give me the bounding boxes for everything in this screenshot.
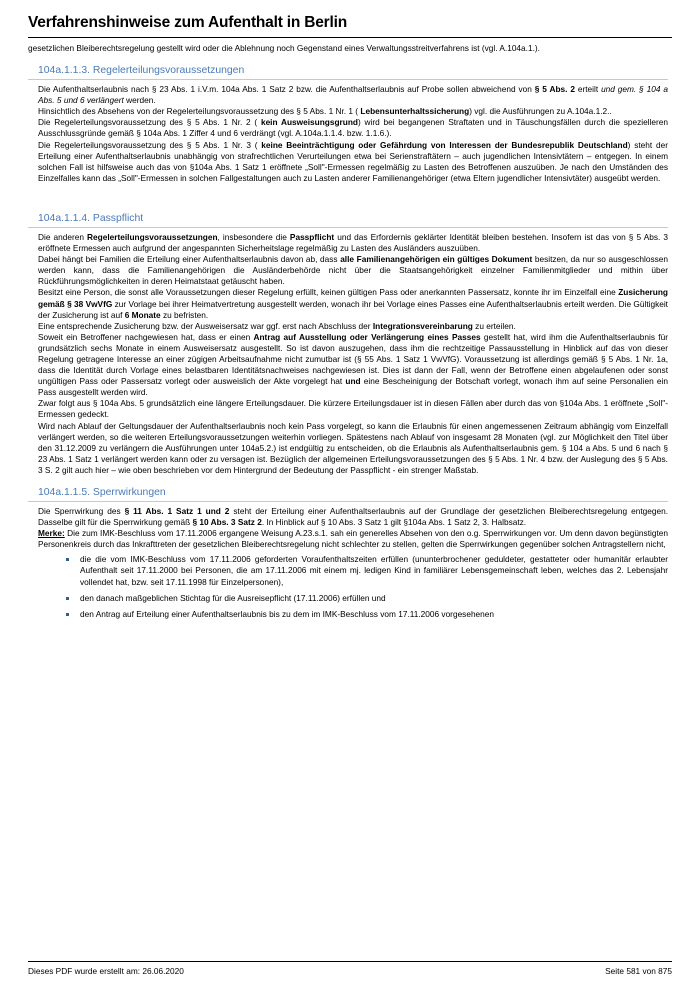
section-heading-passpflicht: 104a.1.1.4. Passpflicht — [38, 212, 144, 224]
page-title: Verfahrenshinweise zum Aufenthalt in Berlin — [28, 14, 347, 31]
section-body-passpflicht — [28, 232, 668, 476]
paragraph: Die Regelerteilungsvoraussetzung des § 5 Abs. 1 Nr. 3 ( keine Beeinträchtigung oder Gefährdung von Interessen der Bundesrepublik Deutschland) steht der Erteilung einer Aufenthaltserlaubnis unabhängig von strafrechtlichen Verurteilungen etwa bei Serienstraftätern – auch jugendlichen Intensivtätern – entgegen. In einem solchen Fall ist hilfsweise auch das von §104a Abs. 1 Satz 1 eröffnete „Soll"-Ermessen regelmäßig zu Lasten des Betroffenen auszuüben. Je nach den Umständen des Einzelfalles kann das „Soll"-Ermessen in solchen Fallgestaltungen auch zu Lasten anderer Familienangehöriger (etwa Eltern jugendlicher Intensivtäter) ausgeübt werden. — [38, 139, 668, 183]
paragraph: Soweit ein Betroffener nachgewiesen hat, dass er einen Antrag auf Ausstellung oder Verlängerung eines Passes gestellt hat, wird ihm die Aufenthaltserlaubnis für grundsätzlich sechs Monate in einem Ausweisersatz ausgestellt. So ist davon auszugehen, dass ihm die rechtzeitige Passausstellung in Hinblick auf das von dieser Regelung getragene Interesse an einer zügigen Arbeitsaufnahme nicht zumutbar ist (§ 55 Abs. 1 Satz 1 VwVfG). Voraussetzung ist allerdings gemäß § 5 Abs. 1 Nr. 1a, dass die Identität durch Vorlage eines belastbaren Identitätsnachweises nachgewiesen ist. Dies ist dann der Fall, wenn der Betroffene einen abgelaufenen oder sonst ungültigen Pass oder Passersatz vorlegt oder ausweislich der Akte vorgelegt hat und eine Bescheinigung der Botschaft vorlegt, wonach ihm auf seine Personalien ein Pass ausgestellt werden wird. — [38, 331, 668, 398]
paragraph: Die anderen Regelerteilungsvoraussetzungen, insbesondere die Passpflicht und das Erfordernis geklärter Identität bleiben bestehen. Insofern ist das von § 5 Abs. 3 eröffnete Ermessen auch aufgrund der angespannten Sicherheitslage regelmäßig zu Lasten des Ausländers auszuüben. — [38, 231, 668, 254]
bullet-list — [38, 554, 668, 619]
paragraph: Merke: Die zum IMK-Beschluss vom 17.11.2006 ergangene Weisung A.23.s.1. sah ein generelles Absehen von den o.g. Sperrwirkungen vor. Um denn davon begünstigten Personenkreis durch das Inkrafttreten der gesetzlichen Bleiberechtsregelung nicht schlechter zu stellen, gelten die Sperrwirkungen gegenüber solchen Antragstellern nicht, — [38, 528, 668, 550]
page-footer — [28, 961, 672, 976]
footer-page-number: Seite 581 von 875 — [605, 966, 672, 976]
paragraph: Hinsichtlich des Absehens von der Regelerteilungsvoraussetzung des § 5 Abs. 1 Nr. 1 ( Lebensunterhaltssicherung) vgl. die Ausführungen zu A.104a.1.2.. — [38, 106, 612, 117]
footer-created-date: Dieses PDF wurde erstellt am: 26.06.2020 — [28, 966, 184, 976]
section-heading-regelerteilungsvoraussetzungen: 104a.1.1.3. Regelerteilungsvoraussetzungen — [38, 65, 245, 77]
paragraph: Die Sperrwirkung des § 11 Abs. 1 Satz 1 und 2 steht der Erteilung einer Aufenthaltserlaubnis auf der Grundlage der gesetzlichen Bleiberechtsregelung entgegen. Dasselbe gilt für die Sperrwirkung gemäß § 10 Abs. 3 Satz 2. In Hinblick auf § 10 Abs. 3 Satz 1 gilt §104a Abs. 1 Satz 2, 3. Halbsatz. — [38, 506, 669, 528]
list-item: den Antrag auf Erteilung einer Aufenthaltserlaubnis bis zu dem im IMK-Beschluss vom 17.11.2006 vorgesehenen — [72, 609, 668, 620]
section-divider — [28, 501, 668, 502]
section-heading-sperrwirkungen: 104a.1.1.5. Sperrwirkungen — [38, 487, 166, 498]
paragraph: Besitzt eine Person, die sonst alle Voraussetzungen dieser Regelung erfüllt, keinen gültigen Pass oder anerkannten Passersatz, konnte ihr im Einzelfall eine Zusicherung gemäß § 38 VwVfG zur Vorlage bei ihrer Heimatvertretung ausgestellt werden, wonach ihr bei Vorlage eines Passes eine Aufenthaltserlaubnis erteilt werden. Die Gültigkeit der Zusicherung ist auf 6 Monate zu befristen. — [38, 287, 668, 320]
paragraph: Wird nach Ablauf der Geltungsdauer der Aufenthaltserlaubnis noch kein Pass vorgelegt, so kann die Erlaubnis für einen angemessenen Zeitraum abhängig vom Einzelfall verlängert werden, so die weiteren Erteilungsvoraussetzungen weiterhin vorliegen. Spätestens nach Ablauf von insgesamt 28 Monaten (vgl. zur Möglichkeit den Titel über den 31.12.2009 zu verlängern die Ausführungen unter 104a5.2.) ist endgültig zu entscheiden, ob die Erlaubnis als Aufenthaltserlaubnis gem. § 104 a Abs. 5 und 6 nach § 23 Abs. 1 Satz 1 verlängert werden kann oder zu versagen ist. Bezüglich der allgemeinen Erteilungsvoraussetzungen des § 5 Abs. 1 Nr. 4 bzw. der Auslegung des § 5 Abs. 3 S. 2 gilt auch hier – wie oben beschrieben vor dem Hintergrund der Bedeutung der Passpflicht - ein strenger Maßstab. — [38, 420, 668, 475]
title-divider — [28, 37, 672, 38]
spacer — [28, 184, 668, 202]
document-body — [28, 43, 668, 620]
section-body-regelerteilungsvoraussetzungen — [28, 84, 668, 184]
intro-paragraph: gesetzlichen Bleiberechtsregelung gestellt wird oder die Ablehnung noch Gegenstand eines Verwaltungsstreitverfahrens ist (vgl. A.104a.1.). — [28, 43, 540, 53]
section-divider — [28, 227, 668, 228]
paragraph: Die Regelerteilungsvoraussetzung des § 5 Abs. 1 Nr. 2 ( kein Ausweisungsgrund) wird bei begangenen Straftaten und in Täuschungsfällen durch die spezielleren Ausschlussgründe gemäß § 104a Abs. 1 Ziffer 4 und 6 verdrängt (vgl. A.104a.1.1.4. bzw. 1.1.6.). — [38, 117, 668, 139]
section-divider — [28, 79, 668, 80]
section-body-sperrwirkungen — [28, 506, 668, 620]
list-item: die die vom IMK-Beschluss vom 17.11.2006 geforderten Voraufenthaltszeiten erfüllen (ununterbrochener geduldeter, gestatteter oder humanitär erlaubter Aufenthalt seit 17.11.2000 bei Personen, die am 17.11.2006 mit einem mj. ledigen Kind in familiärer Lebensgemeinschaft leben, welches das 2. Lebensjahr vollendet hat, bzw. seit 17.11.1998 für Einzelpersonen), — [72, 554, 668, 587]
paragraph: Die Aufenthaltserlaubnis nach § 23 Abs. 1 i.V.m. 104a Abs. 1 Satz 2 bzw. die Aufenthaltserlaubnis auf Probe sollen abweichend von § 5 Abs. 2 erteilt und gem. § 104 a Abs. 5 und 6 verlängert werden. — [38, 84, 668, 106]
list-item: den danach maßgeblichen Stichtag für die Ausreisepflicht (17.11.2006) erfüllen und — [72, 593, 668, 604]
paragraph: Dabei hängt bei Familien die Erteilung einer Aufenthaltserlaubnis davon ab, dass alle Familienangehörigen ein gültiges Dokument besitzen, da nur so ausgeschlossen werden kann, dass die Familienangehörigen die Ausländerbehörde nicht über die Staatsangehörigkeit einzelner Familienmitglieder und mithin über Rückführungsmöglichkeiten in deren Heimatstaat getäuscht haben. — [38, 254, 668, 287]
paragraph: Eine entsprechende Zusicherung bzw. der Ausweisersatz war ggf. erst nach Abschluss der Integrationsvereinbarung zu erteilen. — [38, 320, 516, 331]
paragraph: Zwar folgt aus § 104a Abs. 5 grundsätzlich eine längere Erteilungsdauer. Die kürzere Erteilungsdauer ist in diesen Fällen aber durch das von §104a Abs. 1 eröffnete „Soll"- Ermessen gedeckt. — [38, 398, 668, 420]
